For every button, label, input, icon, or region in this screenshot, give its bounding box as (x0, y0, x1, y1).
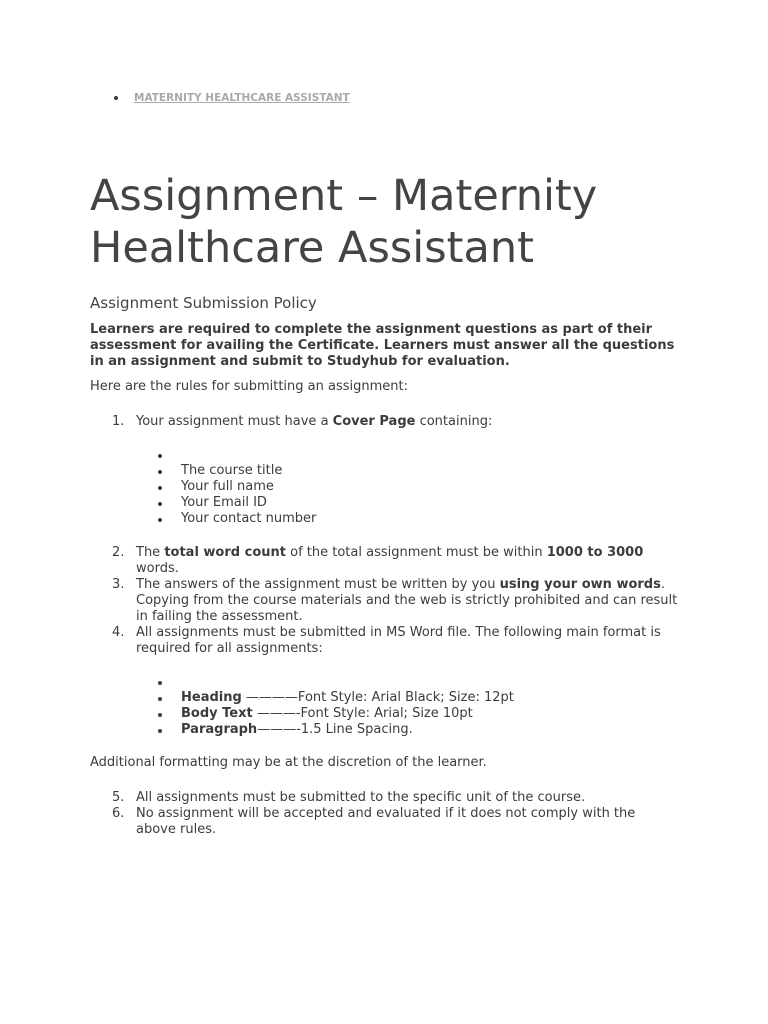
list-item (90, 674, 690, 690)
bullet-icon (158, 729, 162, 733)
format-label-heading: Heading (181, 690, 242, 705)
list-item (90, 447, 690, 463)
cover-item-full-name: Your full name (181, 479, 274, 494)
rule-text: containing: (415, 414, 493, 429)
list-number: 4. (112, 625, 125, 640)
list-item (90, 479, 690, 495)
section-subtitle: Assignment Submission Policy (90, 294, 317, 312)
breadcrumb-item (108, 92, 350, 104)
list-item: Body Text ———-Font Style: Arial; Size 10pt (90, 706, 690, 722)
additional-formatting-note: Additional formatting may be at the discretion of the learner. (90, 755, 487, 770)
bullet-icon (158, 697, 162, 701)
bullet-icon (114, 96, 118, 100)
cover-item-contact: Your contact number (181, 511, 317, 526)
rule-1 (90, 414, 690, 430)
breadcrumb-link-course[interactable]: MATERNITY HEALTHCARE ASSISTANT (134, 92, 350, 104)
breadcrumb (108, 92, 350, 104)
list-number: 6. (112, 806, 125, 821)
list-number: 5. (112, 790, 125, 805)
bullet-icon (158, 518, 162, 522)
list-item: 4. All assignments must be submitted in MS Word file. The following main format is required for all assignments: (112, 625, 661, 656)
cover-item-email: Your Email ID (181, 495, 267, 510)
list-item (90, 495, 690, 511)
list-number: 2. (112, 545, 125, 560)
intro-paragraph: Learners are required to complete the assignment questions as part of their assessment for availing the Certificate. Learners must answer all the questions in an assignment and submit to Studyhub for evaluation. (90, 322, 675, 369)
bullet-icon (158, 470, 162, 474)
format-label-paragraph: Paragraph (181, 722, 258, 737)
rule-bold-text: 1000 to 3000 (546, 545, 644, 560)
list-item: 2. The total word count of the total assignment must be within 1000 to 3000 words. (112, 545, 644, 576)
bullet-icon (158, 502, 162, 506)
rule-bold-text: using your own words (499, 577, 661, 592)
rules-2-4 (90, 545, 690, 657)
cover-page-list (90, 447, 690, 527)
rules-intro: Here are the rules for submitting an assignment: (90, 379, 408, 394)
format-label-body-text: Body Text (181, 706, 253, 721)
list-item: 5. All assignments must be submitted to the specific unit of the course. (112, 790, 586, 805)
bullet-icon (158, 454, 162, 458)
list-item (90, 414, 690, 430)
format-list (90, 674, 690, 738)
list-number: 3. (112, 577, 125, 592)
rule-text: Your assignment must have a (136, 414, 333, 429)
list-item: 6. No assignment will be accepted and evaluated if it does not comply with the above rules. (112, 806, 636, 837)
bullet-icon (158, 486, 162, 490)
bullet-icon (158, 681, 162, 685)
list-number: 1. (112, 414, 125, 429)
list-item: 3. The answers of the assignment must be written by you using your own words. Copying from the course materials and the web is strictly prohibited and can result in failing the assessment. (112, 577, 678, 624)
list-item (90, 511, 690, 527)
page-title: Assignment – Maternity Healthcare Assistant (90, 171, 598, 273)
rule-bold-text: total word count (164, 545, 286, 560)
rule-bold-text: Cover Page (332, 414, 416, 429)
cover-item-course-title: The course title (181, 463, 283, 478)
list-item: Paragraph———-1.5 Line Spacing. (90, 722, 690, 738)
list-item: Heading ————Font Style: Arial Black; Size: 12pt (90, 690, 690, 706)
rules-5-6 (90, 790, 690, 838)
list-item (90, 463, 690, 479)
bullet-icon (158, 713, 162, 717)
